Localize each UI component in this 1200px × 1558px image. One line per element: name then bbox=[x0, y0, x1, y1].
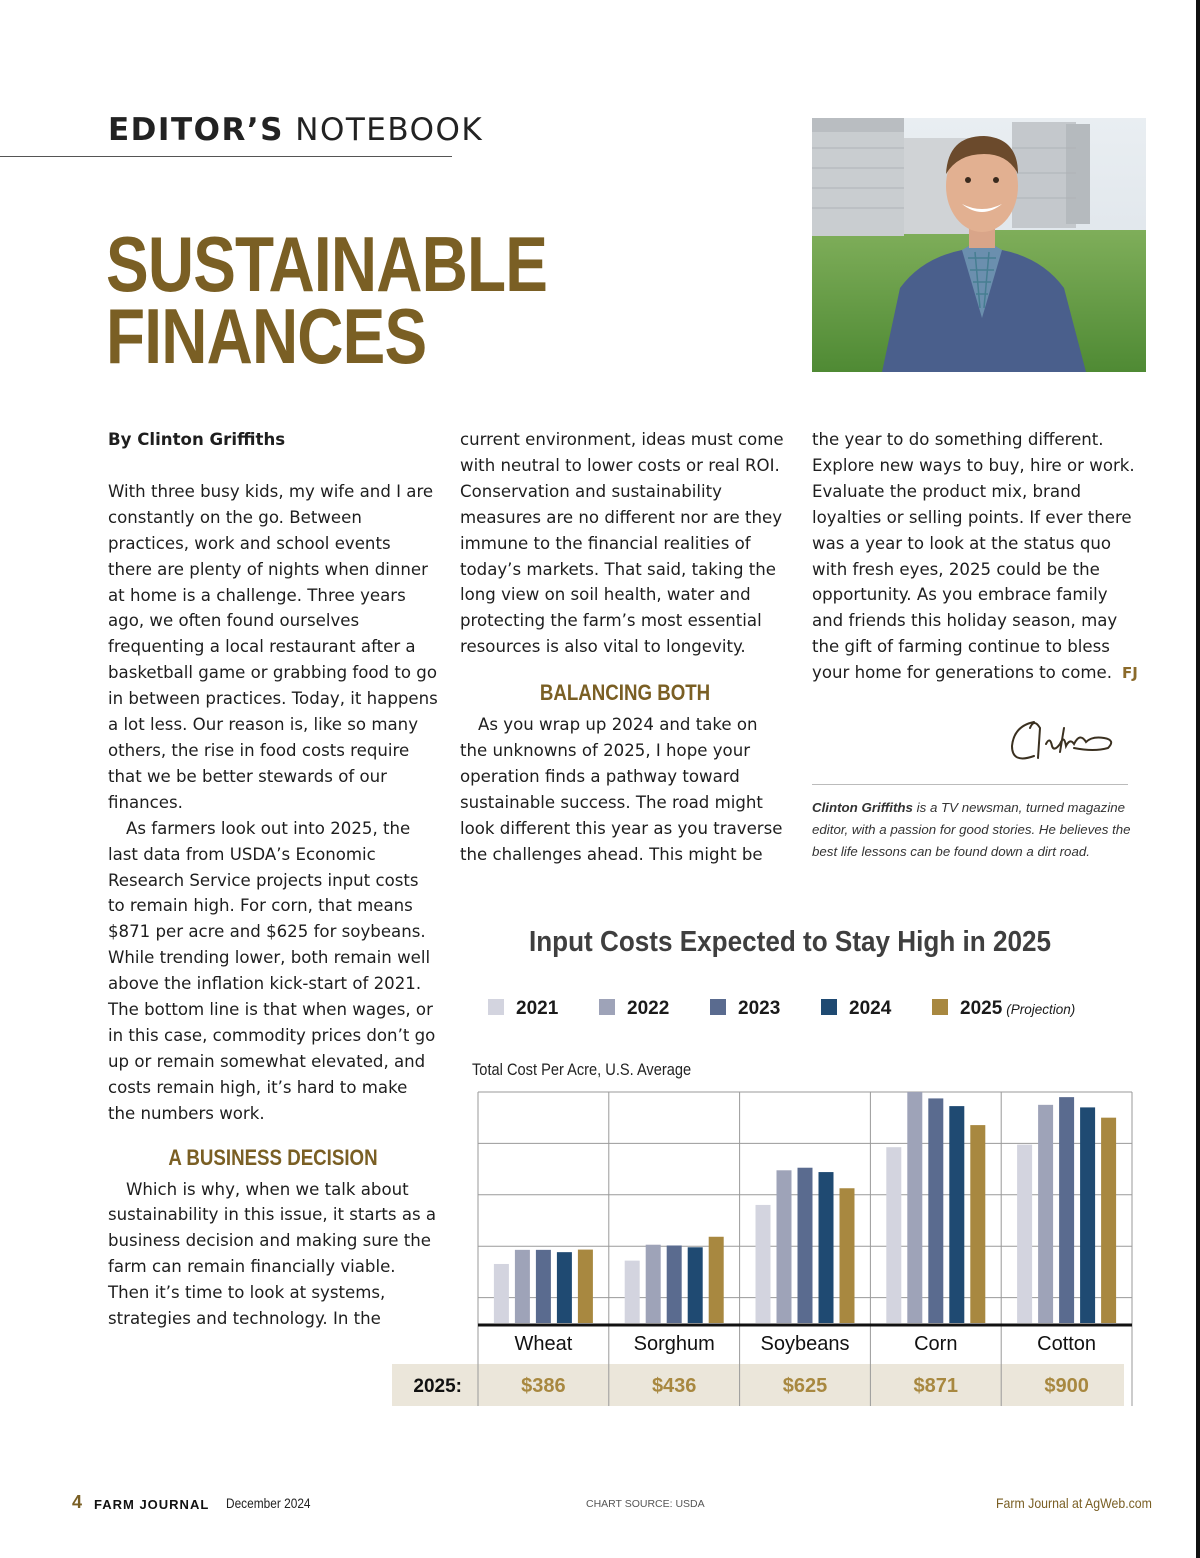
bar-corn-2022 bbox=[907, 1092, 922, 1323]
legend-label: 2023 bbox=[738, 998, 781, 1019]
page-edge-rule bbox=[1196, 0, 1200, 1558]
bar-cotton-2022 bbox=[1038, 1105, 1053, 1323]
projected-value: $625 bbox=[782, 1375, 828, 1397]
title-line-2: FINANCES bbox=[106, 292, 427, 380]
legend-item bbox=[488, 998, 558, 1020]
title-line-1: SUSTAINABLE bbox=[106, 220, 548, 308]
chart-plot bbox=[390, 1080, 1140, 1410]
category-label: Wheat bbox=[514, 1333, 573, 1355]
paragraph: Which is why, when we talk about sustainability in this issue, it starts as a business decision and making sure the farm can remain financially viable. Then it’s time to look at systems, strategies and technology. In the bbox=[108, 1179, 437, 1329]
bar-sorghum-2025 bbox=[709, 1237, 724, 1323]
bar-sorghum-2022 bbox=[646, 1245, 661, 1323]
legend-item bbox=[599, 998, 669, 1020]
legend-note: (Projection) bbox=[1006, 1002, 1076, 1017]
signature-image bbox=[1004, 708, 1124, 768]
bar-corn-2025 bbox=[970, 1125, 985, 1323]
bar-sorghum-2021 bbox=[625, 1261, 640, 1323]
bar-corn-2024 bbox=[949, 1106, 964, 1323]
bar-wheat-2024 bbox=[557, 1252, 572, 1323]
value-row-label: 2025: bbox=[413, 1376, 462, 1397]
chart-title: Input Costs Expected to Stay High in 2025 bbox=[528, 926, 1052, 958]
kicker-rule bbox=[0, 156, 452, 157]
legend-swatch bbox=[710, 999, 726, 1015]
chart-source: CHART SOURCE: USDA bbox=[586, 1498, 705, 1510]
category-label: Cotton bbox=[1037, 1333, 1097, 1355]
kicker-light: NOTEBOOK bbox=[295, 112, 484, 148]
article-column-2 bbox=[460, 427, 790, 868]
article-column-1 bbox=[108, 427, 438, 1332]
byline: By Clinton Griffiths bbox=[108, 430, 286, 449]
site-credit: Farm Journal at AgWeb.com bbox=[996, 1495, 1152, 1511]
magazine-name: FARM JOURNAL bbox=[94, 1497, 210, 1512]
author-photo bbox=[812, 118, 1146, 372]
page-title bbox=[106, 220, 548, 380]
paragraph: With three busy kids, my wife and I are constantly on the go. Between practices, work and school events there are plenty of nights when dinner at home is a challenge. Three years ago, we often found ourselves frequenting a local restaurant after a basketball game or grabbing food to go in between practices. Today, it happens a lot less. Our reason is, like so many others, the rise in food costs require that we be better stewards of our finances. bbox=[108, 481, 438, 812]
bio-rule bbox=[812, 784, 1128, 785]
section-kicker bbox=[108, 112, 483, 148]
projected-value: $871 bbox=[913, 1375, 959, 1397]
bio-name: Clinton Griffiths bbox=[812, 800, 913, 815]
bar-cotton-2025 bbox=[1101, 1118, 1116, 1323]
category-label: Sorghum bbox=[633, 1333, 715, 1355]
bar-cotton-2024 bbox=[1080, 1107, 1095, 1323]
bar-sorghum-2023 bbox=[667, 1245, 682, 1323]
bar-soybeans-2024 bbox=[819, 1172, 834, 1323]
paragraph: As farmers look out into 2025, the last data from USDA’s Economic Research Service projects input costs to remain high. For corn, that means $871 per acre and $625 for soybeans. While trending lower, both remain well above the inflation kick-start of 2021. The bottom line is that when wages, or in this case, commodity prices don’t go up or remain somewhat elevated, and costs remain high, it’s hard to make the numbers work. bbox=[108, 818, 436, 1123]
legend-label: 2022 bbox=[627, 998, 670, 1019]
bar-sorghum-2024 bbox=[688, 1247, 703, 1323]
bar-soybeans-2023 bbox=[798, 1168, 813, 1323]
bar-wheat-2025 bbox=[578, 1250, 593, 1323]
projected-value: $900 bbox=[1044, 1375, 1089, 1397]
category-label: Corn bbox=[914, 1333, 958, 1355]
projected-value: $386 bbox=[521, 1375, 566, 1397]
legend-swatch bbox=[488, 999, 504, 1015]
paragraph: current environment, ideas must come with neutral to lower costs or real ROI. Conservation and sustainability measures are no different nor are they immune to the financial realities of today’s markets. That said, taking the long view on soil health, water and protecting the farm’s most essential resources is also vital to longevity. bbox=[460, 430, 784, 657]
bio-text: is a TV newsman, turned magazine editor, with a passion for good stories. He believes the best life lessons can be found down a dirt road. bbox=[812, 800, 1131, 859]
bar-soybeans-2025 bbox=[840, 1188, 855, 1323]
legend-swatch bbox=[932, 999, 948, 1015]
issue-date: December 2024 bbox=[226, 1496, 311, 1511]
bar-corn-2023 bbox=[928, 1098, 943, 1323]
legend-item bbox=[821, 998, 891, 1020]
legend-label: 2021 bbox=[516, 998, 559, 1019]
bar-soybeans-2021 bbox=[756, 1205, 771, 1323]
value-row-background bbox=[392, 1364, 1124, 1406]
category-label: Soybeans bbox=[760, 1333, 850, 1355]
bar-corn-2021 bbox=[886, 1147, 901, 1323]
paragraph: the year to do something different. Explore new ways to buy, hire or work. Evaluate the product mix, brand loyalties or selling points. If ever there was a year to look at the status quo with fresh eyes, 2025 could be the opportunity. As you embrace family and friends this holiday season, may the gift of farming continue to bless your home for generations to come. bbox=[812, 430, 1135, 683]
author-bio bbox=[812, 797, 1132, 863]
page-number: 4 bbox=[72, 1492, 83, 1512]
paragraph: As you wrap up 2024 and take on the unknowns of 2025, I hope your operation finds a pathway toward sustainable success. The road might look different this year as you traverse the challenges ahead. This might be bbox=[460, 715, 783, 864]
legend-item bbox=[710, 998, 780, 1020]
subhead-balancing-both: BALANCING BOTH bbox=[539, 680, 711, 706]
subhead-business-decision: A BUSINESS DECISION bbox=[168, 1144, 378, 1170]
legend-item bbox=[932, 998, 1075, 1020]
article-column-3 bbox=[812, 427, 1142, 687]
bar-cotton-2021 bbox=[1017, 1145, 1032, 1323]
bar-wheat-2022 bbox=[515, 1250, 530, 1323]
kicker-bold: EDITOR’S bbox=[108, 112, 284, 148]
end-mark: FJ bbox=[1122, 664, 1138, 683]
legend-label: 2024 bbox=[849, 998, 892, 1019]
bar-wheat-2021 bbox=[494, 1264, 509, 1323]
chart-y-label: Total Cost Per Acre, U.S. Average bbox=[472, 1060, 692, 1079]
legend-swatch bbox=[821, 999, 837, 1015]
legend-swatch bbox=[599, 999, 615, 1015]
projected-value: $436 bbox=[651, 1375, 697, 1397]
bar-cotton-2023 bbox=[1059, 1097, 1074, 1323]
legend-label: 2025 bbox=[960, 998, 1003, 1019]
bar-wheat-2023 bbox=[536, 1250, 551, 1323]
bar-soybeans-2022 bbox=[777, 1170, 792, 1323]
